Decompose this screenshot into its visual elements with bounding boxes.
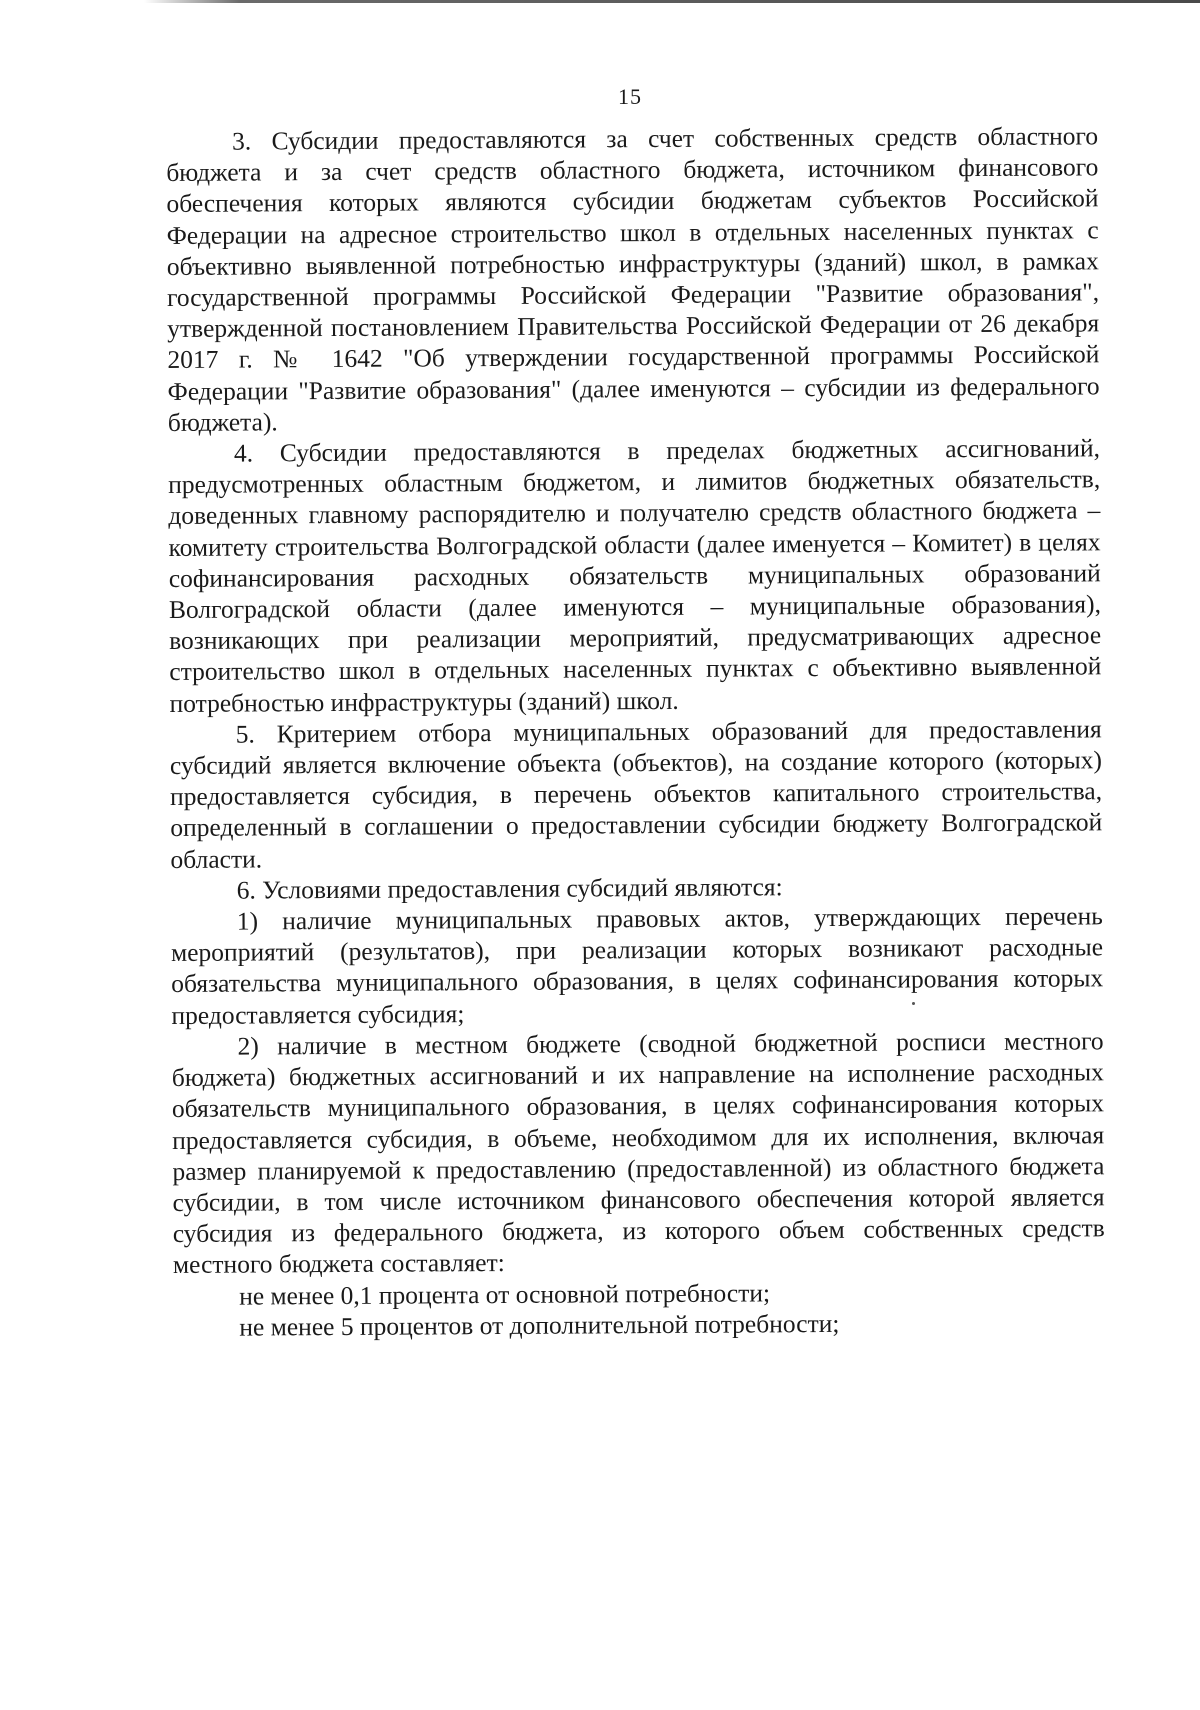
paragraph-5: 5. Критерием отбора муниципальных образований для предоставления субсидий является включение объекта (объектов), на создание которого (которых) предоставляется субсидия, в перечень объектов капитального строительства, определенный в соглашении о предоставлении субсидии бюджету Волгоградской области. [169,714,1103,874]
condition-2-min-additional: не менее 5 процентов от дополнительной потребности; [239,1308,840,1342]
paragraph-3: 3. Субсидии предоставляются за счет собственных средств областного бюджета и за счет средств областного бюджета, источником финансового обеспечения которых являются субсидии бюджетам субъектов Российской Федерации на адресное строительство школ в отдельных населенных пунктах с объективно выявленной потребностью инфраструктуры (зданий) школ, в рамках государственной программы Российской Федерации "Развитие образования", утвержденной постановлением Правительства Российской Федерации от 26 декабря 2017 г. № 1642 "Об утверждении государственной программы Российской Федерации "Развитие образования" (далее именуются – субсидии из федерального бюджета). [166,121,1100,437]
document-body [166,120,1105,1343]
condition-1: 1) наличие муниципальных правовых актов, утверждающих перечень мероприятий (результатов), при реализации которых возникают расходные обязательства муниципального образования, в целях софинансирования которых предоставляется субсидия; [170,901,1104,1030]
paragraph-4: 4. Субсидии предоставляются в пределах бюджетных ассигнований, предусмотренных областным бюджетом, и лимитов бюджетных обязательств, доведенных главному распорядителю и получателю средств областного бюджета – комитету строительства Волгоградской области (далее именуется – Комитет) в целях софинансирования расходных обязательств муниципальных образований Волгоградской области (далее именуются – муниципальные образования), возникающих при реализации мероприятий, предусматривающих адресное строительство школ в отдельных населенных пунктах с объективно выявленной потребностью инфраструктуры (зданий) школ. [168,433,1102,718]
paragraph-6-heading: 6. Условиями предоставления субсидий являются: [236,872,783,905]
page-number: 15 [618,84,642,109]
scan-speck [912,1002,915,1005]
condition-2: 2) наличие в местном бюджете (сводной бюджетной росписи местного бюджета) бюджетных ассигнований и их направление на исполнение расходных обязательств муниципального образования, в целях софинансирования которых предоставляется субсидия, в объеме, необходимом для их исполнения, включая размер планируемой к предоставлению (предоставленной) из областного бюджета субсидии, в том числе источником финансового обеспечения которой является субсидия из федерального бюджета, из которого объем собственных средств местного бюджета составляет: [171,1026,1105,1280]
condition-2-min-basic: не менее 0,1 процента от основной потребности; [239,1277,771,1311]
scan-top-edge [0,0,1200,3]
